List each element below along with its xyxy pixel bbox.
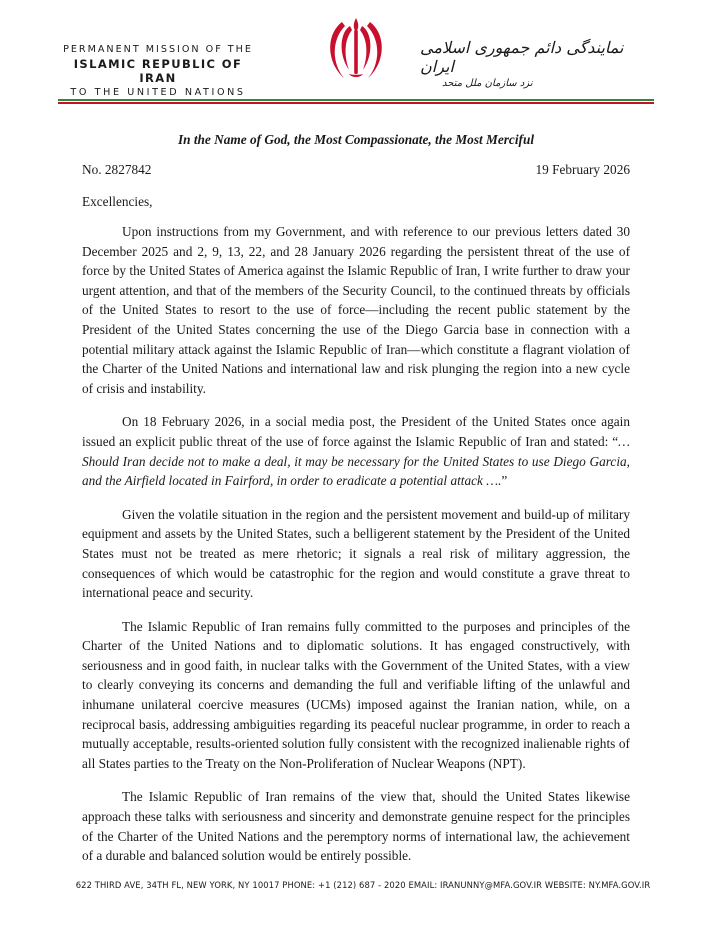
mission-persian-line-1: نمایندگی دائم جمهوری اسلامی ایران bbox=[420, 38, 624, 76]
paragraph-3: Given the volatile situation in the region and the persistent movement and build-up of military equipment and assets by the United States, such a belligerent statement by the President of the United States must not be treated as mere rhetoric; it signals a real risk of military aggression, the consequences of which would be catastrophic for the region and would constitute a grave threat to international peace and security. bbox=[82, 506, 630, 601]
presidential-quote: … Should Iran decide not to make a deal, it may be necessary for the United States to use Diego Garcia, and the Airfield located in Fairford, in order to eradicate a potential attack …. bbox=[82, 433, 630, 489]
paragraph-1: Upon instructions from my Government, and with reference to our previous letters dated 30 December 2025 and 2, 9, 13, 22, and 28 January 2026 regarding the persistent threat of the use of force by the United States of America against the Islamic Republic of Iran, I write further to draw your urgent attention, and that of the members of the Security Council, to the continued threats by officials of the United States to resort to the use of force—including the recent public statement by the President of the United States concerning the use of the Diego Garcia base in connection with a potential military attack against the Islamic Republic of Iran—which constitute a flagrant violation of the Charter of the United Nations and international law and risk plunging the region into a new cycle of crisis and instability. bbox=[82, 224, 630, 396]
letter-body bbox=[82, 132, 630, 880]
mission-line-1: PERMANENT MISSION OF THE bbox=[63, 44, 253, 55]
letterhead bbox=[0, 0, 720, 110]
footer-contact: 622 THIRD AVE, 34TH FL, NEW YORK, NY 10017 PHONE: +1 (212) 687 - 2020 EMAIL: IRANUNNY@MFA.GOV.IR WEBSITE: NY.MFA.GOV.IR bbox=[75, 880, 651, 890]
mission-line-2: ISLAMIC REPUBLIC OF IRAN bbox=[73, 57, 243, 85]
paragraph-2-close: ” bbox=[501, 473, 508, 489]
paragraph-5: The Islamic Republic of Iran remains of the view that, should the United States likewise approach these talks with seriousness and sincerity and demonstrate genuine respect for the principles of the Charter of the United Nations and the peremptory norms of international law, the achievement of a durable and balanced solution would be entirely possible. bbox=[82, 789, 630, 864]
invocation: In the Name of God, the Most Compassionate, the Most Merciful bbox=[177, 132, 535, 147]
salutation: Excellencies, bbox=[82, 194, 153, 209]
mission-line-3: TO THE UNITED NATIONS bbox=[70, 87, 246, 98]
iran-emblem-icon bbox=[322, 12, 390, 84]
paragraph-2-intro: On 18 February 2026, in a social media post, the President of the United States once again issued an explicit public threat of the use of force against the Islamic Republic of Iran and stated: “ bbox=[82, 414, 630, 449]
letter-number: No. 2827842 bbox=[82, 162, 152, 177]
paragraph-2 bbox=[82, 412, 630, 490]
reference-line bbox=[82, 162, 630, 178]
paragraph-4: The Islamic Republic of Iran remains fully committed to the purposes and principles of the Charter of the United Nations and to diplomatic solutions. It has engaged constructively, with seriousness and in good faith, in nuclear talks with the Government of the United States, with a view to clearly conveying its concerns and demanding the full and verifiable lifting of the unlawful and inhumane unilateral coercive measures (UCMs) imposed against the Iranian nation, while, on a reciprocal basis, addressing ambiguities regarding its peaceful nuclear programme, in order to reach a mutually acceptable, results-oriented solution fully consistent with the recognized inalienable rights of all States parties to the Treaty on the Non-Proliferation of Nuclear Weapons (NPT). bbox=[82, 618, 630, 771]
mission-name-english bbox=[58, 44, 258, 98]
letter-date: 19 February 2026 bbox=[535, 162, 630, 177]
mission-persian-line-2: نزد سازمان ملل متحد bbox=[442, 78, 533, 89]
mission-name-persian bbox=[420, 38, 650, 89]
flag-stripe-red bbox=[58, 102, 654, 104]
